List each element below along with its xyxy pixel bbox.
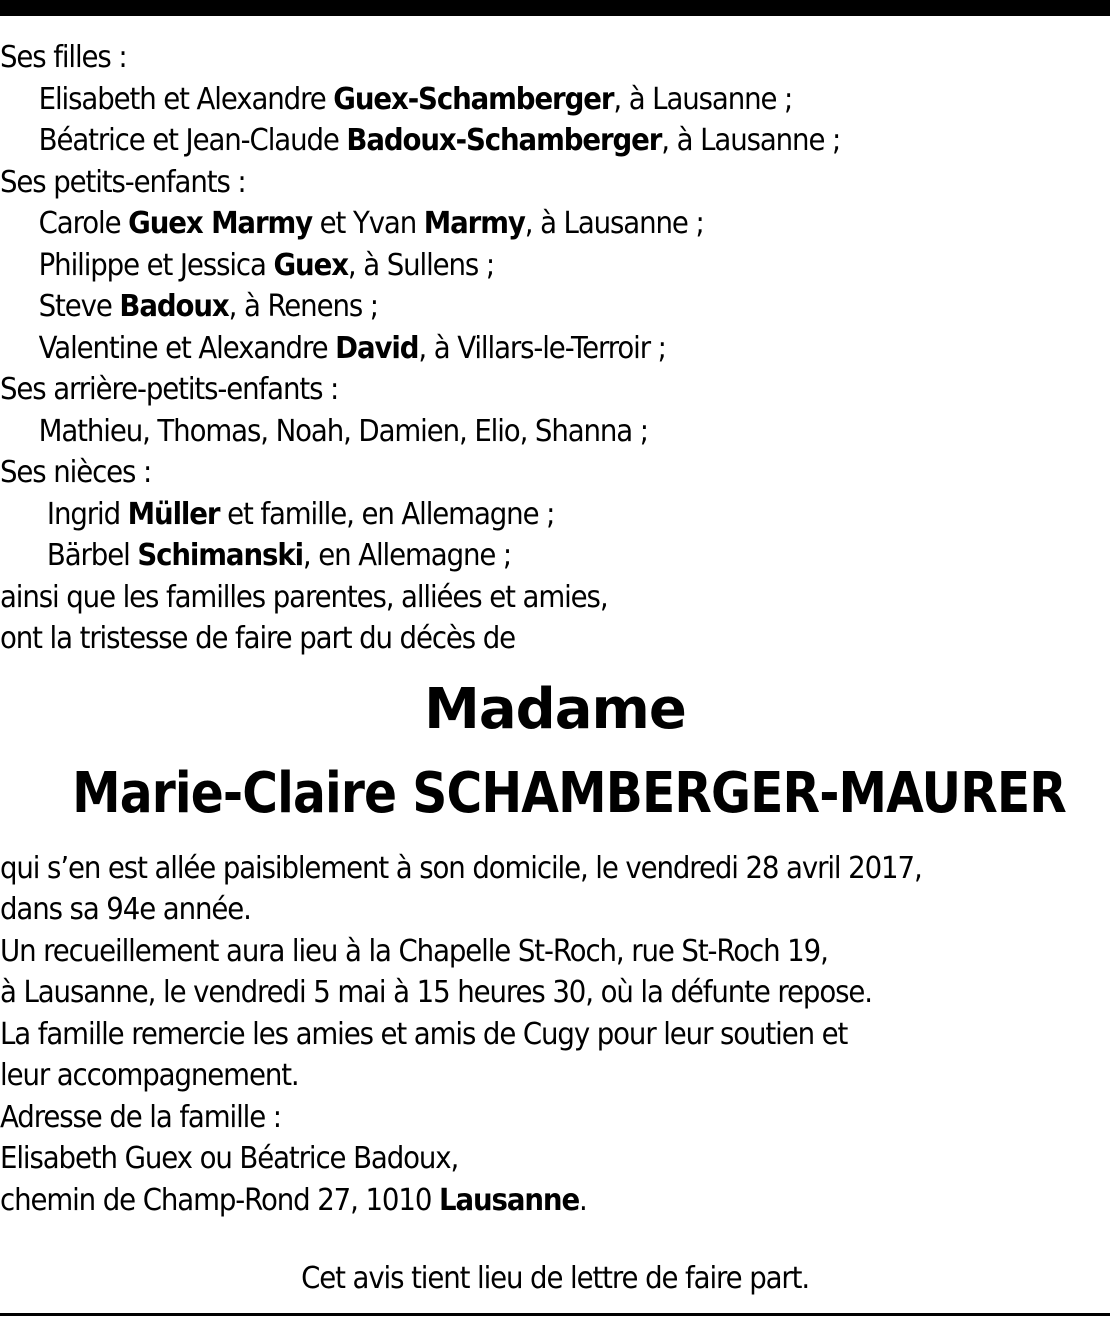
- great-grandchildren-line: Mathieu, Thomas, Noah, Damien, Elio, Shanna ;: [38, 413, 648, 449]
- text: , à Lausanne ;: [661, 123, 841, 158]
- family-name: Schimanski: [137, 538, 303, 573]
- family-name: Guex: [273, 247, 348, 283]
- text: Philippe et Jessica: [38, 247, 274, 283]
- text: et famille, en Allemagne ;: [219, 496, 555, 532]
- daughters-heading: Ses filles :: [0, 40, 127, 75]
- details-line: à Lausanne, le vendredi 5 mai à 15 heures 30, où la défunte repose.: [0, 975, 872, 1010]
- address-heading: Adresse de la famille :: [0, 1099, 281, 1135]
- family-name: Müller: [127, 496, 220, 532]
- text: Elisabeth et Alexandre: [38, 81, 334, 117]
- address-city: Lausanne: [438, 1182, 580, 1218]
- top-rule: [0, 0, 1110, 16]
- text: , à Sullens ;: [347, 247, 495, 283]
- family-name: Guex-Schamberger: [333, 81, 614, 117]
- nieces-heading: Ses nièces :: [0, 455, 152, 490]
- closing-line: ainsi que les familles parentes, alliées et amies,: [0, 579, 608, 615]
- text: et Yvan: [312, 206, 424, 241]
- bottom-rule: [0, 1313, 1110, 1316]
- daughter-line: [0, 79, 1021, 121]
- niece-line: [0, 494, 1021, 536]
- text: , à Villars-le-Terroir ;: [418, 330, 666, 366]
- text: Bärbel: [46, 538, 138, 573]
- details-line: leur accompagnement.: [0, 1058, 299, 1093]
- footer-text: Cet avis tient lieu de lettre de faire part.: [301, 1261, 809, 1296]
- text: Béatrice et Jean-Claude: [38, 123, 347, 158]
- family-name: Guex Marmy: [128, 206, 313, 241]
- great-grandchildren-heading: Ses arrière-petits-enfants :: [0, 372, 339, 407]
- daughter-line: [0, 120, 1021, 162]
- obituary-body: [0, 37, 1110, 1221]
- closing-line: ont la tristesse de faire part du décès de: [0, 621, 516, 656]
- family-name: Badoux: [119, 289, 229, 324]
- text: Ingrid: [46, 496, 128, 532]
- niece-line: [0, 535, 1021, 577]
- deceased-title: Madame: [424, 676, 686, 742]
- footer-note: [0, 1258, 1110, 1300]
- text: , en Allemagne ;: [302, 538, 512, 573]
- grandchild-line: [0, 245, 1021, 287]
- family-name: David: [335, 330, 419, 366]
- grandchild-line: [0, 286, 1021, 328]
- text: Steve: [38, 289, 120, 324]
- details-line: dans sa 94e année.: [0, 892, 251, 927]
- text: Valentine et Alexandre: [38, 330, 336, 366]
- family-name: Badoux-Schamberger: [346, 123, 662, 158]
- text: chemin de Champ-Rond 27, 1010: [0, 1182, 439, 1218]
- details-line: Un recueillement aura lieu à la Chapelle St-Roch, rue St-Roch 19,: [0, 933, 828, 969]
- deceased-name: Marie-Claire SCHAMBERGER-MAURER: [72, 760, 1066, 826]
- text: , à Renens ;: [228, 289, 378, 324]
- text: , à Lausanne ;: [524, 206, 704, 241]
- address-line: [0, 1180, 1021, 1222]
- text: Carole: [38, 206, 129, 241]
- text: .: [579, 1182, 587, 1218]
- grandchildren-heading: Ses petits-enfants :: [0, 164, 246, 200]
- grandchild-line: [0, 203, 1021, 245]
- grandchild-line: [0, 328, 1021, 370]
- details-line: La famille remercie les amies et amis de Cugy pour leur soutien et: [0, 1016, 848, 1052]
- details-line: qui s’en est allée paisiblement à son domicile, le vendredi 28 avril 2017,: [0, 850, 922, 886]
- address-line: Elisabeth Guex ou Béatrice Badoux,: [0, 1141, 459, 1176]
- text: , à Lausanne ;: [613, 81, 793, 117]
- family-name: Marmy: [423, 206, 525, 241]
